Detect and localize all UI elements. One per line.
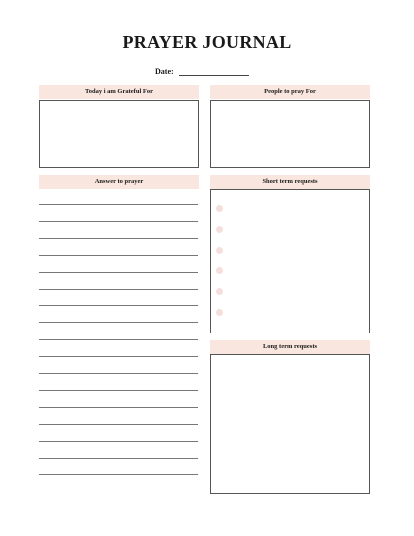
answer-line[interactable] (39, 390, 198, 391)
answer-line[interactable] (39, 204, 198, 205)
date-field-line[interactable] (179, 75, 249, 76)
grateful-box[interactable] (39, 100, 199, 168)
answer-line[interactable] (39, 305, 198, 306)
answer-line[interactable] (39, 221, 198, 222)
long-term-header: Long term requests (210, 340, 370, 354)
bullet-dot (216, 247, 223, 254)
answer-header: Answer to prayer (39, 175, 199, 189)
people-header: People to pray For (210, 85, 370, 99)
answer-line[interactable] (39, 322, 198, 323)
bullet-dot (216, 309, 223, 316)
answer-line[interactable] (39, 373, 198, 374)
long-term-box[interactable] (210, 354, 370, 494)
answer-line[interactable] (39, 289, 198, 290)
date-label: Date: (155, 67, 174, 76)
answer-line[interactable] (39, 356, 198, 357)
answer-line[interactable] (39, 339, 198, 340)
answer-line[interactable] (39, 441, 198, 442)
answer-line[interactable] (39, 474, 198, 475)
answer-line[interactable] (39, 407, 198, 408)
answer-line[interactable] (39, 458, 198, 459)
short-term-box[interactable] (210, 189, 370, 333)
bullet-dot (216, 205, 223, 212)
people-box[interactable] (210, 100, 370, 168)
answer-line[interactable] (39, 424, 198, 425)
bullet-dot (216, 226, 223, 233)
answer-line[interactable] (39, 272, 198, 273)
grateful-header: Today i am Grateful For (39, 85, 199, 99)
page-title: PRAYER JOURNAL (122, 32, 292, 52)
answer-line[interactable] (39, 238, 198, 239)
short-term-header: Short term requests (210, 175, 370, 189)
answer-line[interactable] (39, 255, 198, 256)
